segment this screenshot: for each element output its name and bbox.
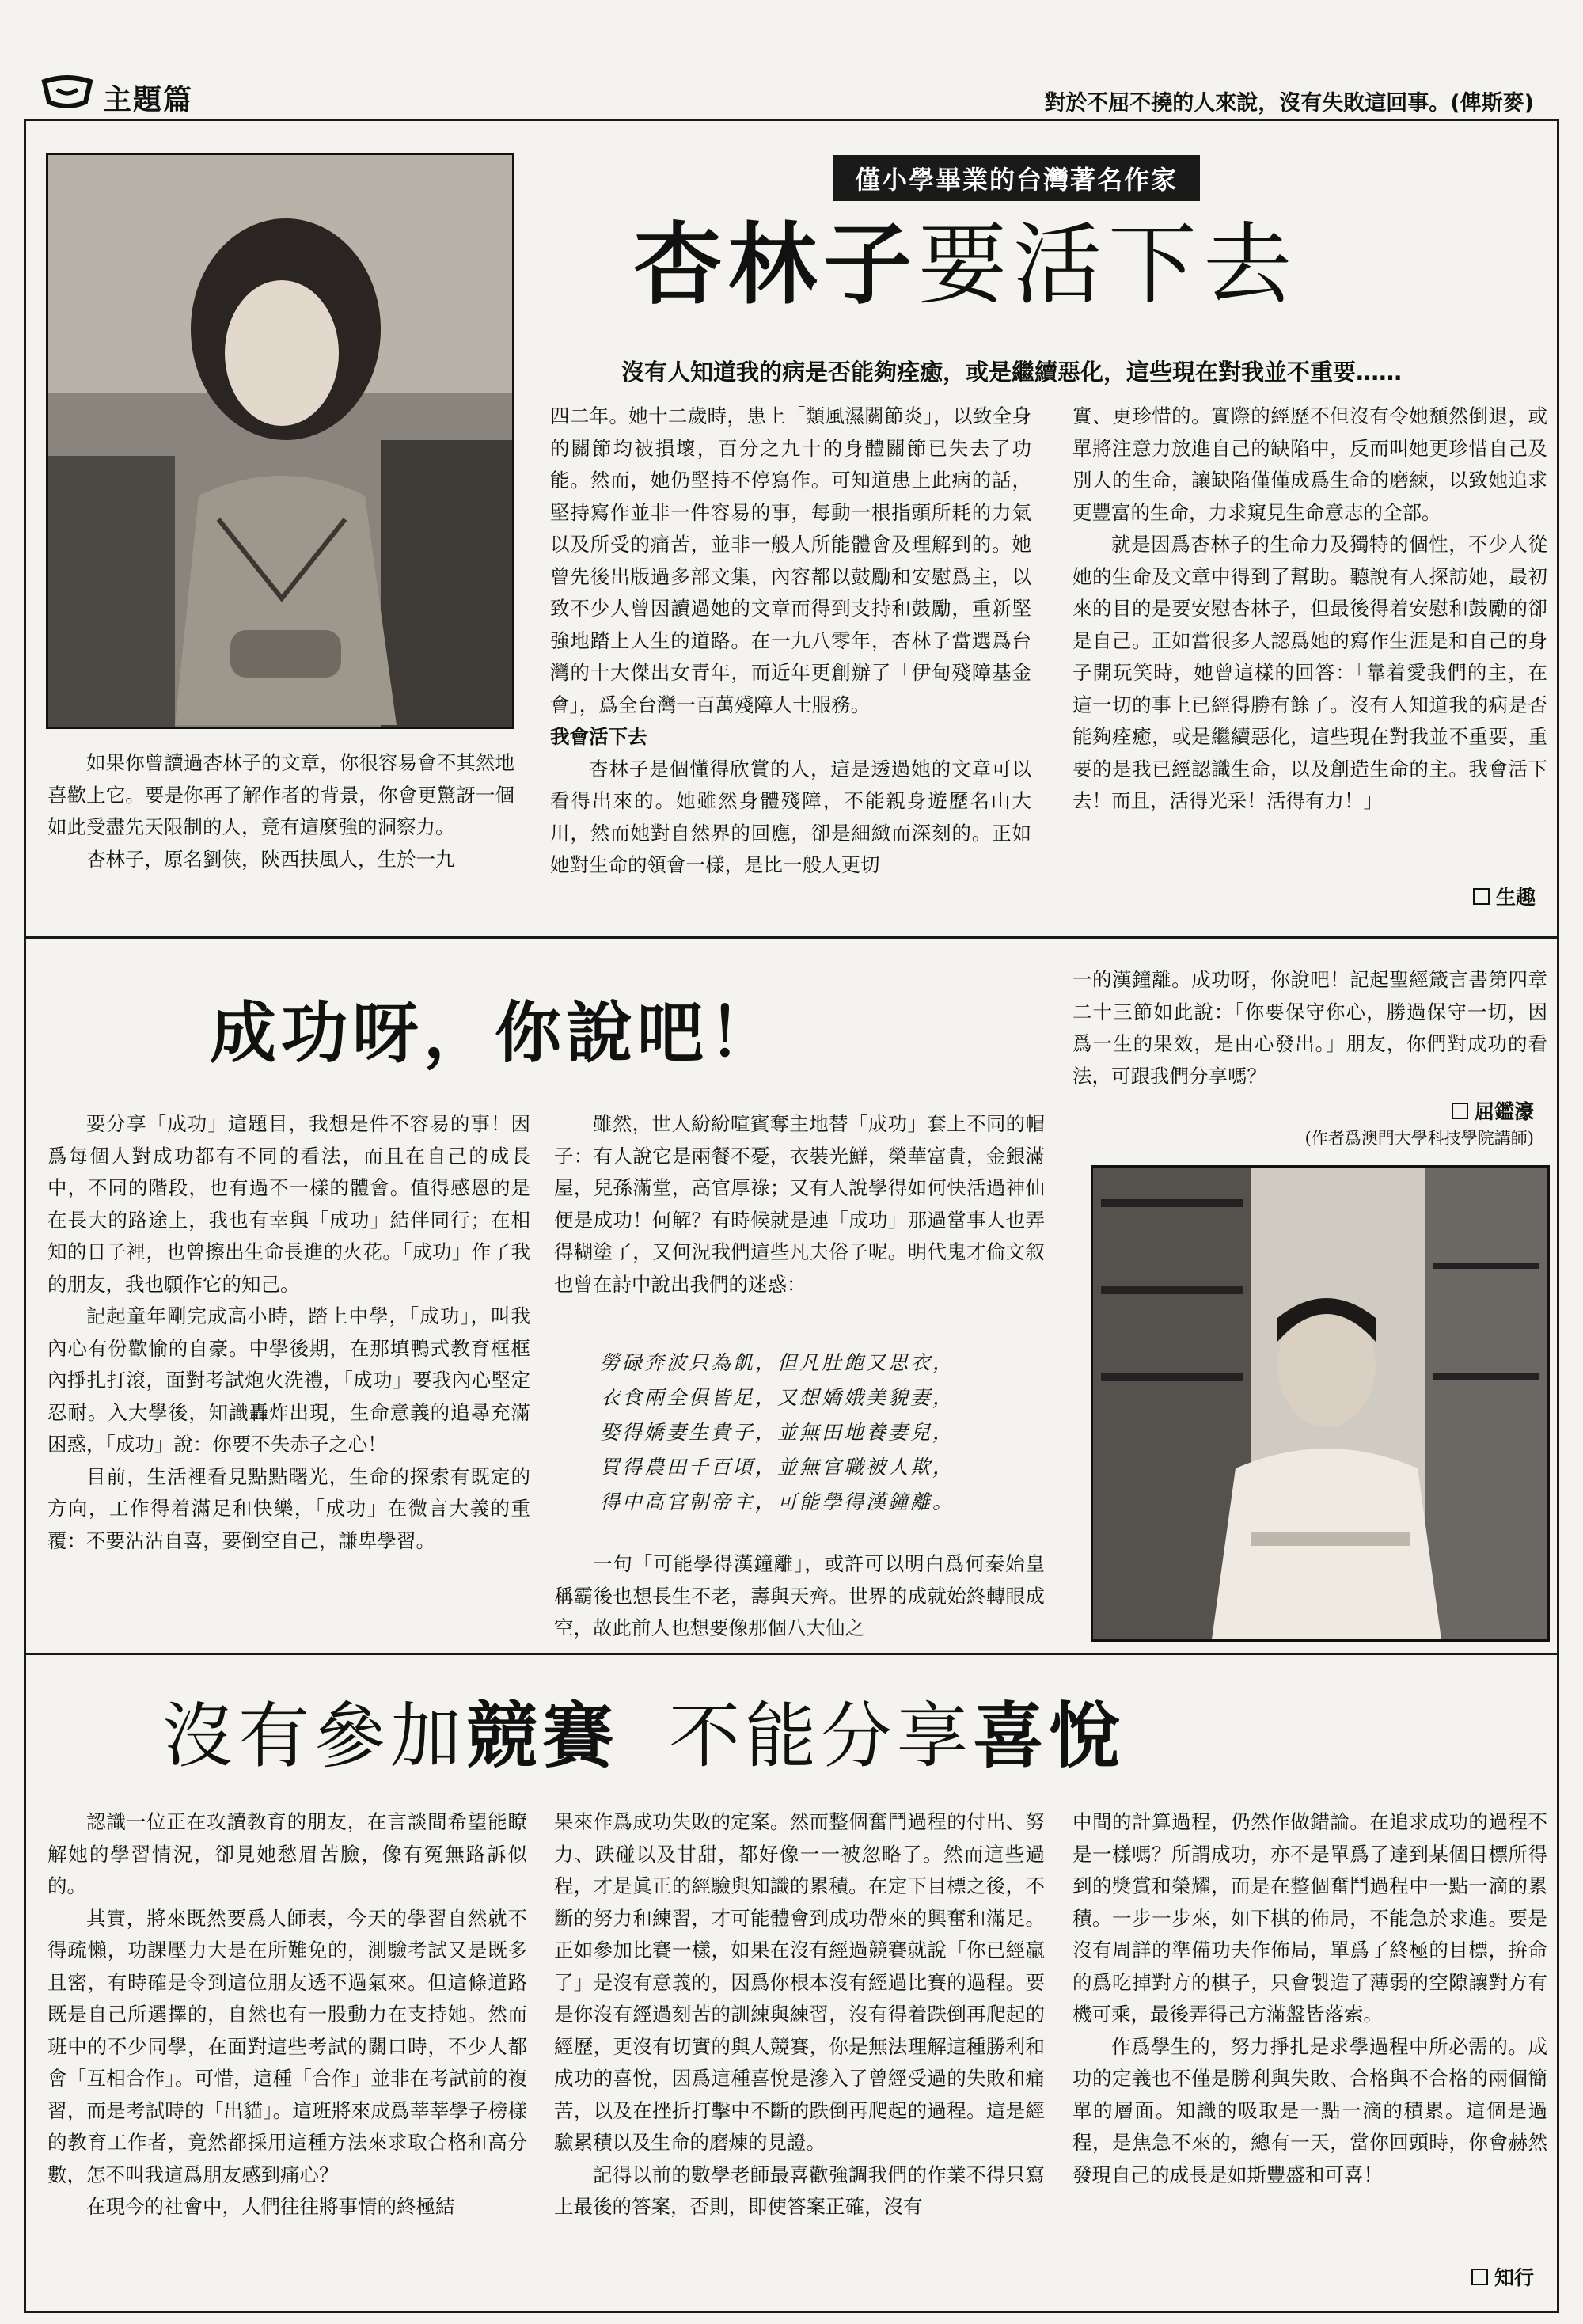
poem-line: 勞碌奔波只為飢，但凡肚飽又思衣， xyxy=(600,1351,955,1374)
divider-article1 xyxy=(25,936,1558,939)
article1-title xyxy=(633,214,1298,317)
article2-poem xyxy=(600,1346,955,1520)
article3-col1: 認識一位正在攻讀教育的朋友，在言談間希望能瞭解她的學習情況，卻見她愁眉苦臉，像有冤無路訴似的。 其實，將來既然要爲人師表，今天的學習自然就不得疏懶，功課壓力大是在所難免的，測驗考試又是既多且密，有時確是令到這位朋友透不過氣來。但這條道路既是自己所選擇的，自然也有一股動力在支持她。然而班中的不少同學，在面對這些考試的關口時，不少人都會「互相合作」。可惜，這種「合作」並非在考試前的複習，而是考試時的「出貓」。這班將來成爲莘莘學子榜樣的教育工作者，竟然都採用這種方法來求取合格和高分數，怎不叫我這爲朋友感到痛心？ 在現今的社會中，人們往往將事情的終極結 xyxy=(47,1810,527,2218)
section-label: 主題篇 xyxy=(103,84,194,116)
byline-box-icon xyxy=(1473,888,1490,905)
article1-col2: 四二年。她十二歲時，患上「類風濕關節炎」，以致全身的關節均被損壞，百分之九十的身體關節已失去了功能。然而，她仍堅持不停寫作。可知道患上此病的話，堅持寫作並非一件容易的事，每動一根指頭所耗的力氣以及所受的痛苦，並非一般人所能體會及理解到的。她曾先後出版過多部文集，內容都以鼓勵和安慰爲主，以致不少人曾因讀過她的文章而得到支持和鼓勵，重新堅強地踏上人生的道路。在一九八零年，杏林子當選爲台灣的十大傑出女青年，而近年更創辦了「伊甸殘障基金會」，爲全台灣一百萬殘障人士服務。 我會活下去 杏林子是個懂得欣賞的人，這是透過她的文章可以看得出來的。她雖然身體殘障，不能親身遊歷名山大川，然而她對自然界的回應，卻是細緻而深刻的。正如她對生命的領會一樣，是比一般人更切 xyxy=(550,404,1031,876)
article1-title-rest: 要活下去 xyxy=(918,214,1298,317)
article3-title-a: 沒有參加 xyxy=(162,1695,466,1778)
article3-col3: 中間的計算過程，仍然作做錯論。在追求成功的過程不是一樣嗎？所謂成功，亦不是單爲了達到某個目標所得到的獎賞和榮耀，而是在整個奮鬥過程中一點一滴的累積。一步一步來，如下棋的佈局，不能急於求進。要是沒有周詳的準備功夫作佈局，單爲了終極的目標，拚命的爲吃掉對方的棋子，只會製造了薄弱的空隙讓對方有機可乘，最後弄得己方滿盤皆落索。 作爲學生的，努力掙扎是求學過程中所必需的。成功的定義也不僅是勝利與失敗、合格與不合格的兩個簡單的層面。知識的吸取是一點一滴的積累。這個是過程，是焦急不來的，總有一天，當你回頭時，你會赫然發現自己的成長是如斯豐盛和可喜！ xyxy=(1072,1810,1547,2186)
byline-box-icon xyxy=(1452,1103,1468,1119)
article3-author: 知行 xyxy=(1494,2266,1534,2289)
article1-col1: 如果你曾讀過杏林子的文章，你很容易會不其然地喜歡上它。要是你再了解作者的背景，你會更驚訝一個如此受盡先天限制的人，竟有這麼強的洞察力。 杏林子，原名劉俠，陝西扶風人，生於一九 xyxy=(47,751,514,871)
divider-article2 xyxy=(25,1653,1558,1655)
article3-byline xyxy=(1471,2262,1534,2291)
article2-col2b: 一句「可能學得漢鐘離」，或許可以明白爲何秦始皇稱霸後也想長生不老，壽與天齊。世界的成就始終轉眼成空，故此前人也想要像那個八大仙之 xyxy=(554,1552,1045,1639)
poem-line: 得中高官朝帝主，可能學得漢鐘離。 xyxy=(600,1490,955,1513)
article2-title: 成功呀，你說吧！ xyxy=(210,994,780,1072)
article1-kicker: 僅小學畢業的台灣著名作家 xyxy=(833,155,1200,201)
article3-col2: 果來作爲成功失敗的定案。然而整個奮鬥過程的付出、努力、跌碰以及甘甜，都好像一一被忽略了。然而這些過程，才是眞正的經驗與知識的累積。在定下目標之後，不斷的努力和練習，才可能體會到成功帶來的興奮和滿足。正如參加比賽一樣，如果在沒有經過競賽就說「你已經贏了」是沒有意義的，因爲你根本沒有經過比賽的過程。要是你沒有經過刻苦的訓練與練習，沒有得着跌倒再爬起的經歷，更沒有切實的與人競賽，你是無法理解這種勝利和成功的喜悅，因爲這種喜悅是滲入了曾經受過的失敗和痛苦，以及在挫折打擊中不斷的跌倒再爬起的過程。這是經驗累積以及生命的磨煉的見證。 記得以前的數學老師最喜歡強調我們的作業不得只寫上最後的答案，否則，即使答案正確，沒有 xyxy=(554,1810,1045,2218)
author-photo-qu xyxy=(1091,1165,1550,1642)
article3-title-b: 競賽 xyxy=(466,1695,618,1778)
header-quote: 對於不屈不撓的人來說，沒有失敗這回事。(俾斯麥) xyxy=(1044,91,1534,116)
article3-title-d: 喜悅 xyxy=(973,1695,1125,1778)
article1-deck: 沒有人知道我的病是否能夠痊癒，或是繼續惡化，這些現在對我並不重要…… xyxy=(621,359,1403,385)
article1-byline xyxy=(1473,882,1536,910)
article2-author-note: (作者爲澳門大學科技學院講師) xyxy=(1304,1129,1534,1148)
article2-col1: 要分享「成功」這題目，我想是件不容易的事！因爲每個人對成功都有不同的看法，而且在自己的成長中，不同的階段，也有過不一樣的體會。值得感恩的是在長大的路途上，我也有幸與「成功」結伴同行；在相知的日子裡，也曾擦出生命長進的火花。「成功」作了我的朋友，我也願作它的知己。 記起童年剛完成高小時，踏上中學，「成功」，叫我內心有份歡愉的自豪。中學後期，在那填鴨式教育框框內掙扎打滾，面對考試炮火洗禮，「成功」要我內心堅定忍耐。入大學後，知識轟炸出現，生命意義的追尋充滿困惑，「成功」說：你要不失赤子之心！ 目前，生活裡看見點點曙光，生命的探索有既定的方向，工作得着滿足和快樂，「成功」在微言大義的重覆：不要沾沾自喜，要倒空自己，謙卑學習。 xyxy=(47,1112,530,1552)
article1-col3: 實、更珍惜的。實際的經歷不但沒有令她頹然倒退，或單將注意力放進自己的缺陷中，反而叫她更珍惜自己及別人的生命，讓缺陷僅僅成爲生命的磨練，以致她追求更豐富的生命，力求窺見生命意志的全部。 就是因爲杏林子的生命力及獨特的個性，不少人從她的生命及文章中得到了幫助。聽說有人探訪她，最初來的目的是要安慰杏林子，但最後得着安慰和鼓勵的卻是自己。正如當很多人認爲她的寫作生涯是和自己的身子開玩笑時，她曾這樣的回答：「靠着愛我們的主，在這一切的事上已經得勝有餘了。沒有人知道我的病是否能夠痊癒，或是繼續惡化，這些現在對我並不重要，重要的是我已經認識生命，以及創造生命的主。我會活下去！而且，活得光采！活得有力！」 xyxy=(1072,404,1547,812)
article2-byline xyxy=(1452,1096,1534,1125)
article1-subhead: 我會活下去 xyxy=(550,725,647,748)
poem-line: 買得農田千百頃，並無官職被人欺， xyxy=(600,1456,955,1479)
section-logo-icon xyxy=(40,75,95,110)
article3-title-c: 不能分享 xyxy=(669,1695,973,1778)
article1-title-name: 杏林子 xyxy=(633,214,918,317)
article2-author: 屈鑑濠 xyxy=(1474,1100,1534,1123)
author-photo-xinglinzi xyxy=(46,153,514,729)
article2-col3: 一的漢鐘離。成功呀，你說吧！記起聖經箴言書第四章二十三節如此說：「你要保守你心，勝過保守一切，因爲一生的果效，是由心發出。」朋友，你們對成功的看法，可跟我們分享嗎？ xyxy=(1072,968,1547,1088)
article2-col2: 雖然，世人紛紛喧賓奪主地替「成功」套上不同的帽子：有人說它是兩餐不憂，衣裝光鮮，榮華富貴，金銀滿屋，兒孫滿堂，高官厚祿；又有人說學得如何快活過神仙便是成功！何解？有時候就是連「成功」那過當事人也弄得糊塗了，又何況我們這些凡夫俗子呢。明代鬼才倫文叙也曾在詩中說出我們的迷惑： xyxy=(554,1112,1045,1296)
article1-author: 生趣 xyxy=(1495,886,1536,909)
article3-title xyxy=(162,1678,1125,1781)
byline-box-icon xyxy=(1471,2269,1488,2285)
poem-line: 衣食兩全俱皆足，又想嬌娥美貌妻， xyxy=(600,1386,955,1409)
poem-line: 娶得嬌妻生貴子，並無田地養妻兒， xyxy=(600,1421,955,1444)
